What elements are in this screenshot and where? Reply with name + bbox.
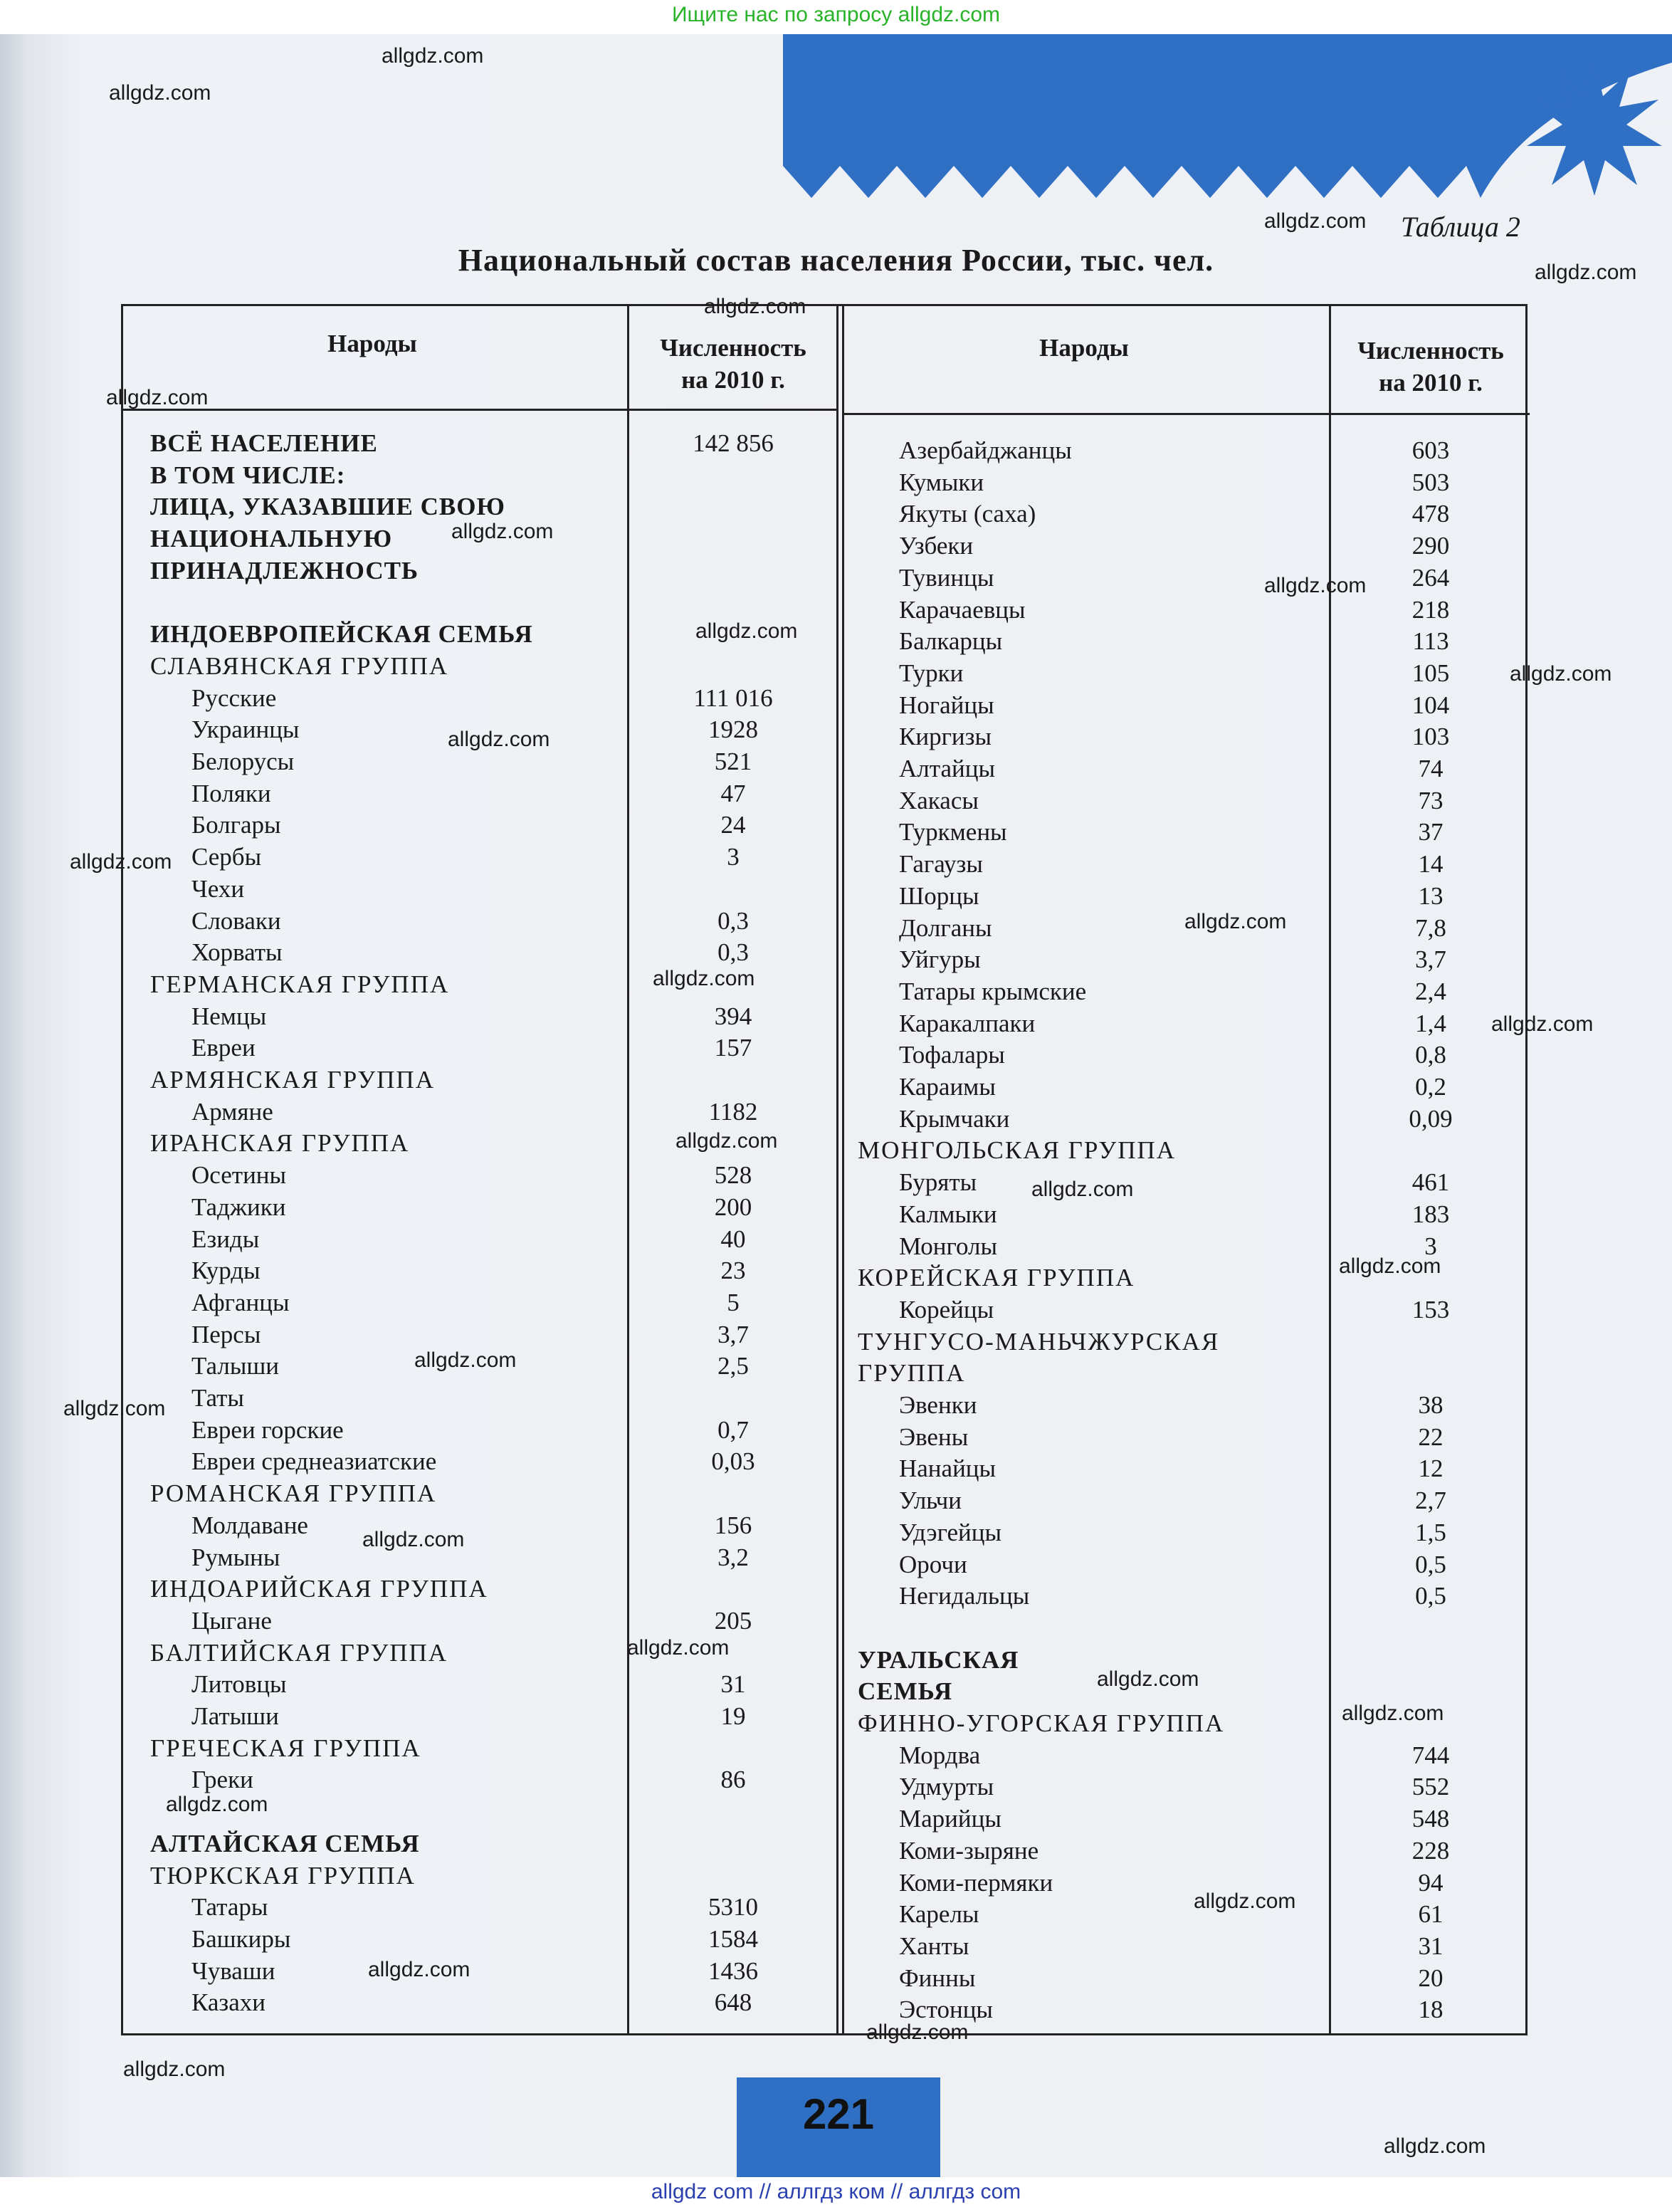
table-row-name: Уйгуры xyxy=(899,945,981,974)
table-row-value: 2,5 xyxy=(717,1352,749,1380)
table-row-name: ИНДОЕВРОПЕЙСКАЯ СЕМЬЯ xyxy=(150,620,533,649)
table-row-name: АРМЯНСКАЯ ГРУППА xyxy=(150,1066,435,1094)
table-row-value: 18 xyxy=(1418,1996,1444,2024)
table-row-name: Удмурты xyxy=(899,1773,994,1801)
table-row-name: ТУНГУСО-МАНЬЧЖУРСКАЯ xyxy=(858,1327,1220,1356)
table-row-value: 74 xyxy=(1418,755,1444,782)
table-row-value: 3,2 xyxy=(717,1543,749,1571)
table-row-value: 40 xyxy=(720,1225,746,1253)
table-row-value: 7,8 xyxy=(1415,913,1446,942)
table-row-value: 0,3 xyxy=(717,906,749,935)
table-row-value: 73 xyxy=(1418,786,1444,814)
watermark: allgdz.com xyxy=(704,295,806,318)
watermark: allgdz.com xyxy=(627,1636,730,1660)
table-row-value: 1436 xyxy=(708,1956,758,1985)
table-row-name: Словаки xyxy=(191,906,281,935)
watermark: allgdz.com xyxy=(106,386,209,409)
table-row-name: Монголы xyxy=(899,1232,997,1260)
bottom-banner-text[interactable]: allgdz com // аллгдз ком // аллгдз com xyxy=(651,2180,1021,2203)
table-row-value xyxy=(630,459,836,491)
table-row-name: Персы xyxy=(191,1320,261,1348)
table-row-value: 0,7 xyxy=(717,1415,749,1444)
table-row-value: 0,3 xyxy=(717,938,749,967)
watermark: allgdz.com xyxy=(1264,574,1367,597)
watermark: allgdz.com xyxy=(166,1793,268,1816)
table-row-value: 5 xyxy=(727,1288,740,1316)
watermark: allgdz.com xyxy=(675,1129,778,1153)
table-row-name: Якуты (саха) xyxy=(899,500,1036,528)
watermark: allgdz.com xyxy=(1194,1889,1296,1913)
table-row-name: Азербайджанцы xyxy=(899,436,1072,464)
watermark: allgdz.com xyxy=(448,728,550,751)
table-row-value: 648 xyxy=(714,1988,752,2017)
table-title: Национальный состав населения России, тыс. чел. xyxy=(458,243,1214,278)
watermark: allgdz.com xyxy=(362,1528,465,1551)
header-count-left-1: Численность xyxy=(660,334,806,362)
table-row-value: 47 xyxy=(720,779,746,807)
table-caption: Таблица 2 xyxy=(1401,211,1520,243)
watermark: allgdz.com xyxy=(1535,261,1637,284)
watermark: allgdz.com xyxy=(653,967,755,990)
table-row-value: 103 xyxy=(1411,723,1450,751)
table-row-value xyxy=(630,555,836,587)
table-row-value xyxy=(1332,1612,1530,1644)
table-row-value: 104 xyxy=(1411,691,1450,719)
table-row-value: 0,09 xyxy=(1409,1104,1453,1133)
table-row-name: Осетины xyxy=(191,1161,287,1190)
column-divider xyxy=(836,306,838,2033)
header-count-right-1: Численность xyxy=(1357,337,1504,365)
table-row-name: Эстонцы xyxy=(899,1996,993,2024)
table-row-name: СЕМЬЯ xyxy=(858,1677,953,1706)
table-row-value xyxy=(630,1477,836,1509)
table-row-value: 31 xyxy=(1418,1931,1444,1960)
table-row-value: 156 xyxy=(714,1511,752,1539)
table-row-name: Негидальцы xyxy=(899,1582,1030,1610)
table-row-value: 2,7 xyxy=(1415,1487,1446,1515)
watermark: allgdz.com xyxy=(1342,1702,1444,1725)
table-row-value xyxy=(630,587,836,619)
table-row-name: МОНГОЛЬСКАЯ ГРУППА xyxy=(858,1136,1177,1165)
table-row-value: 38 xyxy=(1418,1391,1444,1419)
table-row-name: АЛТАЙСКАЯ СЕМЬЯ xyxy=(150,1829,420,1857)
table-row-value: 264 xyxy=(1411,563,1450,592)
table-row-name: Евреи горские xyxy=(191,1415,344,1444)
table-row-name: Тофалары xyxy=(899,1041,1005,1069)
table-row-value: 20 xyxy=(1418,1964,1444,1992)
table-row-name: ПРИНАДЛЕЖНОСТЬ xyxy=(150,556,419,585)
header-count-right-2: на 2010 г. xyxy=(1379,369,1483,397)
table-row-name: ИРАНСКАЯ ГРУППА xyxy=(150,1129,410,1158)
header-peoples-right: Народы xyxy=(1039,334,1129,362)
table-row-value: 552 xyxy=(1411,1773,1450,1801)
table-row-value xyxy=(630,1573,836,1605)
table-row-value: 5310 xyxy=(708,1893,758,1922)
table-row-value: 394 xyxy=(714,1002,752,1030)
table-row-name: В ТОМ ЧИСЛЕ: xyxy=(150,461,346,489)
table-row-name: Цыгане xyxy=(191,1606,272,1635)
table-row-name: Карелы xyxy=(899,1900,979,1929)
table-row-value xyxy=(1332,1134,1530,1166)
table-row-name: Марийцы xyxy=(899,1805,1001,1833)
watermark: allgdz.com xyxy=(1510,662,1612,686)
table-row-value xyxy=(630,523,836,555)
watermark: allgdz.com xyxy=(109,81,211,105)
table-row-name: Гагаузы xyxy=(899,850,983,879)
table-row-name: КОРЕЙСКАЯ ГРУППА xyxy=(858,1264,1135,1292)
table-row-value xyxy=(1332,1357,1530,1389)
table-row-name: Крымчаки xyxy=(899,1104,1010,1133)
watermark: allgdz.com xyxy=(1184,910,1287,933)
table-row-value: 3,7 xyxy=(1415,945,1446,974)
column-divider xyxy=(842,306,844,2033)
table-row-name: Ульчи xyxy=(899,1487,962,1515)
table-row-name: Румыны xyxy=(191,1543,280,1571)
table-row-value: 19 xyxy=(720,1702,746,1730)
table-row-value: 3,7 xyxy=(717,1320,749,1348)
table-row-name: ИНДОАРИЙСКАЯ ГРУППА xyxy=(150,1575,488,1603)
table-row-value xyxy=(630,1828,836,1860)
table-row-name: Сербы xyxy=(191,843,262,871)
watermark: allgdz.com xyxy=(866,2020,969,2044)
table-row-value: 3 xyxy=(1424,1232,1437,1260)
table-row-value: 94 xyxy=(1418,1868,1444,1897)
table-row-name: Турки xyxy=(899,659,964,687)
table-row-value: 23 xyxy=(720,1257,746,1285)
table-row-value: 1,5 xyxy=(1415,1518,1446,1546)
table-row-value: 744 xyxy=(1411,1741,1450,1769)
table-row-name: Караимы xyxy=(899,1073,996,1101)
table-row-value: 603 xyxy=(1411,436,1450,464)
table-row-value: 14 xyxy=(1418,850,1444,879)
table-row-name: Белорусы xyxy=(191,748,295,775)
table-row-name: Украинцы xyxy=(191,716,300,744)
table-row-name: Молдаване xyxy=(191,1511,308,1539)
page-number: 221 xyxy=(802,2090,875,2138)
table-row-value: 478 xyxy=(1411,500,1450,528)
table-row-name: Алтайцы xyxy=(899,755,995,782)
table-row-value: 0,03 xyxy=(711,1447,755,1476)
header-divider xyxy=(123,409,836,411)
column-divider xyxy=(1329,306,1331,2033)
table-row-value xyxy=(630,1382,836,1414)
table-row-value: 2,4 xyxy=(1415,977,1446,1005)
table-row-value xyxy=(630,1796,836,1828)
table-row-value: 86 xyxy=(720,1766,746,1794)
table-row-name: ГЕРМАНСКАЯ ГРУППА xyxy=(150,970,450,998)
watermark: allgdz.com xyxy=(1491,1012,1594,1036)
table-row-value xyxy=(630,873,836,905)
top-banner-text[interactable]: Ищите нас по запросу allgdz.com xyxy=(671,3,1001,26)
table-row-name: Евреи среднеазиатские xyxy=(191,1447,437,1476)
watermark: allgdz.com xyxy=(695,619,798,643)
table-row-name: РОМАНСКАЯ ГРУППА xyxy=(150,1479,437,1508)
table-row-value xyxy=(1332,1326,1530,1358)
table-row-value: 200 xyxy=(714,1193,752,1221)
table-row-name: Долганы xyxy=(899,913,992,942)
table-row-value: 111 016 xyxy=(693,683,773,712)
table-row-name: Эвены xyxy=(899,1422,969,1451)
table-row-value: 290 xyxy=(1411,532,1450,560)
watermark: allgdz.com xyxy=(1264,209,1367,233)
table-row-value: 1,4 xyxy=(1415,1009,1446,1037)
table-row-name: ВСЁ НАСЕЛЕНИЕ xyxy=(150,429,378,457)
watermark: allgdz.com xyxy=(63,1397,166,1420)
table-row-value xyxy=(630,1732,836,1764)
table-row-name: Болгары xyxy=(191,811,281,839)
watermark: allgdz.com xyxy=(451,520,554,543)
table-row-value: 13 xyxy=(1418,881,1444,910)
table-row-name: Ханты xyxy=(899,1931,969,1960)
table-row-name: Чехи xyxy=(191,874,245,903)
table-row-name: Туркмены xyxy=(899,818,1007,846)
table-row-value: 1928 xyxy=(708,716,758,744)
table-row-value: 228 xyxy=(1411,1836,1450,1865)
table-row-name: Евреи xyxy=(191,1034,256,1062)
table-row-value: 105 xyxy=(1411,659,1450,687)
table-row-name: Корейцы xyxy=(899,1295,994,1323)
table-row-name: Нанайцы xyxy=(899,1454,997,1483)
table-row-value xyxy=(630,650,836,682)
watermark: allgdz.com xyxy=(414,1348,517,1372)
table-row-name: Коми-зыряне xyxy=(899,1836,1039,1865)
table-row-value: 461 xyxy=(1411,1168,1450,1197)
table-row-name: Латыши xyxy=(191,1702,279,1730)
table-row-name: Буряты xyxy=(899,1168,977,1197)
table-row-value xyxy=(630,1860,836,1892)
table-row-name: Татары крымские xyxy=(899,977,1087,1005)
table-row-name: Хорваты xyxy=(191,938,283,967)
table-row-value: 0,2 xyxy=(1415,1073,1446,1101)
table-row-name: НАЦИОНАЛЬНУЮ xyxy=(150,525,393,553)
table-row-name: Башкиры xyxy=(191,1924,291,1953)
table-row-value: 24 xyxy=(720,811,746,839)
table-row-name: Езиды xyxy=(191,1225,260,1253)
table-row-name: Мордва xyxy=(899,1741,981,1769)
table-row-value: 157 xyxy=(714,1034,752,1062)
table-row-value: 1182 xyxy=(708,1097,758,1126)
table-row-name: Русские xyxy=(191,683,277,712)
table-row-name: Чуваши xyxy=(191,1956,275,1985)
watermark: allgdz.com xyxy=(70,850,172,874)
header-peoples-left: Народы xyxy=(327,330,417,357)
table-row-value: 0,8 xyxy=(1415,1041,1446,1069)
table-row-name: Курды xyxy=(191,1257,261,1285)
watermark: allgdz.com xyxy=(1384,2134,1486,2158)
watermark: allgdz.com xyxy=(382,44,484,68)
table-row-name: Карачаевцы xyxy=(899,595,1026,624)
table-row-value: 142 856 xyxy=(693,429,774,457)
table-row-name: СЛАВЯНСКАЯ ГРУППА xyxy=(150,651,449,680)
table-row-value: 1584 xyxy=(708,1924,758,1953)
population-table xyxy=(121,304,1528,2035)
star-ornament-icon xyxy=(1523,57,1666,199)
table-row-value: 528 xyxy=(714,1161,752,1190)
table-row-name: Ногайцы xyxy=(899,691,994,719)
table-row-name: Тувинцы xyxy=(899,563,994,592)
table-row-value: 218 xyxy=(1411,595,1450,624)
table-row-name: Таты xyxy=(191,1384,244,1412)
table-row-name: Узбеки xyxy=(899,532,974,560)
table-row-name: Балкарцы xyxy=(899,627,1003,656)
table-row-name: УРАЛЬСКАЯ xyxy=(858,1645,1019,1674)
table-row-value: 521 xyxy=(714,748,752,775)
table-row-name: Кумыки xyxy=(899,468,984,496)
table-row-value: 37 xyxy=(1418,818,1444,846)
header-count-left-2: на 2010 г. xyxy=(681,366,785,394)
table-row-name: Армяне xyxy=(191,1097,273,1126)
table-row-name: Литовцы xyxy=(191,1670,287,1699)
table-row-value: 153 xyxy=(1411,1295,1450,1323)
table-row-value: 183 xyxy=(1411,1200,1450,1228)
table-row-name: ГРУППА xyxy=(858,1359,966,1388)
table-row-name: Афганцы xyxy=(191,1288,290,1316)
watermark: allgdz.com xyxy=(1339,1254,1441,1278)
table-row-value: 3 xyxy=(727,843,740,871)
table-row-name: Таджики xyxy=(191,1193,286,1221)
table-row-name: Эвенки xyxy=(899,1391,977,1419)
table-row-name: БАЛТИЙСКАЯ ГРУППА xyxy=(150,1638,448,1667)
table-row-name: Каракалпаки xyxy=(899,1009,1036,1037)
table-row-name: ФИННО-УГОРСКАЯ ГРУППА xyxy=(858,1709,1225,1737)
table-row-value xyxy=(630,1064,836,1096)
table-row-value xyxy=(1332,1644,1530,1676)
table-row-value: 61 xyxy=(1418,1900,1444,1929)
watermark: allgdz.com xyxy=(1031,1178,1134,1201)
table-row-name: Калмыки xyxy=(899,1200,997,1228)
table-row-name: Шорцы xyxy=(899,881,979,910)
table-row-value: 0,5 xyxy=(1415,1582,1446,1610)
table-row-value xyxy=(630,491,836,523)
table-row-name: ТЮРКСКАЯ ГРУППА xyxy=(150,1861,416,1889)
table-row-name: Греки xyxy=(191,1766,253,1794)
table-row-name: ЛИЦА, УКАЗАВШИЕ СВОЮ xyxy=(150,493,505,521)
table-row-name: Поляки xyxy=(191,779,271,807)
table-row-name: Татары xyxy=(191,1893,268,1922)
column-divider xyxy=(627,306,629,2033)
table-row-name: Киргизы xyxy=(899,723,992,751)
table-row-value: 31 xyxy=(720,1670,746,1699)
table-row-value: 113 xyxy=(1412,627,1449,656)
table-row-name: Хакасы xyxy=(899,786,979,814)
table-row-name: ГРЕЧЕСКАЯ ГРУППА xyxy=(150,1734,421,1762)
table-row-value: 22 xyxy=(1418,1422,1444,1451)
watermark: allgdz.com xyxy=(1097,1667,1199,1691)
table-row-name: Орочи xyxy=(899,1550,967,1578)
header-divider xyxy=(842,413,1530,415)
table-row-value: 548 xyxy=(1411,1805,1450,1833)
table-row-name: Казахи xyxy=(191,1988,266,2017)
table-row-value: 205 xyxy=(714,1606,752,1635)
table-row-value: 0,5 xyxy=(1415,1550,1446,1578)
table-row-value: 12 xyxy=(1418,1454,1444,1483)
watermark: allgdz.com xyxy=(123,2058,226,2081)
table-row-name: Талыши xyxy=(191,1352,280,1380)
table-row-name: Финны xyxy=(899,1964,976,1992)
table-row-name: Коми-пермяки xyxy=(899,1868,1053,1897)
watermark: allgdz.com xyxy=(368,1958,470,1981)
table-row-name: Немцы xyxy=(191,1002,267,1030)
table-row-name: Удэгейцы xyxy=(899,1518,1001,1546)
table-row-value: 503 xyxy=(1411,468,1450,496)
